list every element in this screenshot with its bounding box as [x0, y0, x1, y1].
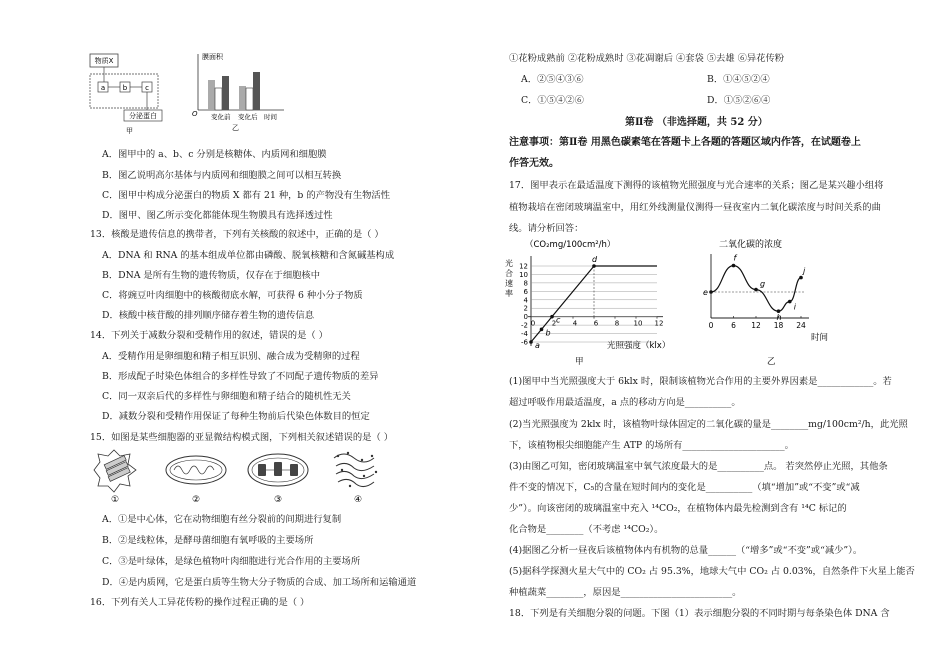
chart-jia-ylabel [505, 258, 513, 298]
jia-point-label-c: c [556, 315, 561, 325]
substance-x-label: 物质X [94, 57, 114, 65]
q16-option-a: A．②⑤④③⑥ [521, 74, 584, 85]
svg-text:速: 速 [505, 279, 513, 288]
jia-point-b [540, 328, 544, 332]
membrane-figure [84, 50, 314, 136]
jia-y-tick: -6 [521, 338, 528, 347]
q12-option-a: A．图甲中的 a、b、c 分别是核糖体、内质网和细胞膜 [102, 149, 327, 160]
yi-x-tick: 24 [796, 321, 806, 330]
q17-stem-line2: 植物栽培在密闭玻璃温室中，用红外线测量仪测得一昼夜室内二氧化碳浓度与时间关系的曲 [509, 202, 881, 213]
q15-option-c: C．③是叶绿体，是绿色植物叶肉细胞进行光合作用的主要场所 [102, 556, 361, 567]
chart-yi-xlabel: 时间 [811, 333, 829, 343]
organelle-label-2: ② [191, 495, 201, 504]
q17-part2-line1: (2)当光照强度为 2klx 时，该植物叶绿体固定的二氧化碳的量是________mg/100cm²/h，此光照 [509, 419, 908, 430]
yi-point-label-i: i [793, 302, 796, 312]
jia-y-tick: 12 [519, 262, 528, 271]
q14-option-b: B．形成配子时染色体组合的多样性导致了不同配子遗传物质的差异 [102, 371, 379, 382]
yi-point-label-h: h [776, 313, 782, 323]
q14-option-a: A．受精作用是卵细胞和精子相互识别、融合成为受精卵的过程 [102, 351, 360, 362]
bar-after-1 [239, 86, 246, 110]
jia-point-label-a: a [535, 341, 540, 350]
yi-after-label: 变化后 [238, 113, 258, 121]
q17-part3-line4: 化合物是________（不考虑 ¹⁴CO₂）。 [509, 524, 664, 535]
yi-x-tick: 0 [708, 321, 714, 330]
jia-y-tick: 10 [519, 270, 528, 279]
q16-stem: 16．下列有关人工异花传粉的操作过程正确的是（ ） [90, 597, 310, 608]
q14-option-c: C．同一双亲后代的多样性与卵细胞和精子结合的随机性无关 [102, 391, 351, 402]
svg-text:率: 率 [505, 289, 513, 298]
jia-x-tick: 6 [593, 319, 599, 328]
jia-point-label-d: d [592, 255, 598, 264]
centrosome-drawing [94, 450, 136, 492]
organelle-b-label: b [122, 84, 128, 92]
q17-part5-line2: 种植蔬菜________，原因是________________________。 [509, 587, 742, 598]
q16-option-c: C．①⑤④②⑥ [521, 95, 584, 106]
organelle-label-1: ① [110, 495, 120, 504]
jia-x-tick: 10 [633, 319, 643, 328]
jia-point-a [529, 340, 533, 344]
yi-point-label-j: j [803, 266, 806, 276]
right-column [475, 0, 950, 671]
q14-stem: 14．下列关于减数分裂和受精作用的叙述，错误的是（ ） [90, 330, 328, 341]
q17-part1-line1: (1)图甲中当光照强度大于 6klx 时，限制该植物光合作用的主要外界因素是____________。若 [509, 376, 892, 387]
jia-x-tick: 2 [551, 319, 557, 328]
jia-point-c [550, 315, 554, 319]
q15-option-d: D．④是内质网，它是蛋白质等生物大分子物质的合成、加工场所和运输通道 [102, 577, 417, 588]
yi-before-label: 变化前 [211, 113, 231, 121]
section-2-notice-line2: 作答无效。 [509, 158, 559, 169]
caption-yi: 乙 [232, 124, 239, 132]
q16-option-d: D．①⑤②⑥④ [707, 95, 771, 106]
jia-y-tick: 2 [523, 304, 528, 313]
er-drawing [334, 452, 377, 487]
yi-origin: O [192, 110, 198, 118]
yi-point-label-f: f [733, 253, 737, 263]
svg-text:合: 合 [505, 269, 513, 278]
q13-stem: 13．核酸是遗传信息的携带者，下列有关核酸的叙述中，正确的是（ ） [90, 229, 384, 240]
jia-x-tick: 0 [530, 319, 536, 328]
q12-option-b: B．图乙说明高尔基体与内质网和细胞膜之间可以相互转换 [102, 170, 342, 181]
jia-x-tick: 8 [614, 319, 620, 328]
q13-option-d: D．核酸中核苷酸的排列顺序储存着生物的遗传信息 [102, 310, 314, 321]
figure-yi [192, 52, 284, 132]
jia-y-tick: 4 [523, 296, 528, 305]
chart-jia-xlabel: 光照强度（klx） [607, 341, 671, 351]
section-2-title: 第Ⅱ卷 （非选择题，共 52 分） [625, 117, 768, 128]
yi-point-j [799, 276, 803, 280]
jia-x-tick: 4 [572, 319, 578, 328]
yi-point-e [709, 290, 713, 294]
yi-point-g [754, 288, 758, 292]
section-2-notice-line1: 注意事项：第Ⅱ卷 用黑色碳素笔在答题卡上各题的答题区域内作答，在试题卷上 [509, 137, 861, 148]
q15-option-a: A．①是中心体，它在动物细胞有丝分裂前的间期进行复制 [102, 514, 342, 525]
organelle-a-label: a [100, 84, 106, 92]
q15-stem: 15．如图是某些细胞器的亚显微结构模式图，下列相关叙述错误的是（ ） [90, 432, 393, 443]
q17-stem-line1: 17．图甲表示在最适温度下测得的该植物光照强度与光合速率的关系；图乙是某兴趣小组将 [509, 180, 884, 191]
q17-stem-line3: 线。请分析回答： [509, 223, 584, 234]
chloroplast-drawing [248, 454, 308, 486]
bar-after-2 [246, 88, 253, 110]
q17-part2-line2: 下，该植物根尖细胞能产生 ATP 的场所有______________________。 [509, 440, 794, 451]
organelle-figure [92, 448, 392, 504]
q17-part3-line2: 件不变的情况下，C₅的含量在短时间内的变化是__________（填“增加”或“不变”或“减 [509, 482, 860, 493]
jia-y-tick: 8 [523, 279, 528, 288]
chart-yi-title: 二氧化碳的浓度 [719, 240, 783, 250]
yi-point-label-e: e [703, 288, 708, 297]
svg-text:光: 光 [505, 259, 513, 268]
jia-y-tick: -4 [521, 330, 528, 339]
yi-point-i [788, 300, 792, 304]
jia-point-label-b: b [545, 328, 551, 338]
jia-y-tick: 0 [523, 313, 528, 322]
figure-jia [90, 54, 162, 135]
q13-option-c: C．将豌豆叶肉细胞中的核酸彻底水解，可获得 6 种小分子物质 [102, 290, 363, 301]
q16-option-b: B．①④⑤②④ [707, 74, 770, 85]
q17-part4: (4)据图乙分析一昼夜后该植物体内有机物的总量______（“增多”或“不变”或“减少”）。 [509, 545, 863, 556]
jia-y-tick: -2 [521, 321, 528, 330]
yi-x-tick: 18 [773, 321, 784, 330]
organelle-c-label: c [145, 84, 149, 92]
q17-part5-line1: (5)据科学探测火星大气中的 CO₂ 占 95.3%，地球大气中 CO₂ 占 0.03%，自然条件下火星上能否 [509, 566, 915, 577]
chart-yi [701, 236, 851, 370]
jia-point-d [592, 264, 596, 268]
yi-point-label-g: g [760, 279, 766, 289]
yi-x-tick: 6 [731, 321, 736, 330]
q18-stem: 18．下列是有关细胞分裂的问题。下图（1）表示细胞分裂的不同时期与每条染色体 DNA 含 [509, 608, 890, 619]
q13-option-a: A．DNA 和 RNA 的基本组成单位都由磷酸、脱氧核糖和含氮碱基构成 [102, 250, 395, 261]
q15-option-b: B．②是线粒体，是酵母菌细胞有氧呼吸的主要场所 [102, 535, 314, 546]
q17-part1-line2: 超过呼吸作用最适温度，a 点的移动方向是__________。 [509, 397, 741, 408]
caption-jia: 甲 [126, 127, 133, 135]
yi-point-f [732, 264, 736, 268]
q13-option-b: B．DNA 是所有生物的遗传物质，仅存在于细胞核中 [102, 270, 321, 281]
organelle-label-3: ③ [273, 495, 283, 504]
chart-yi-caption: 乙 [767, 357, 776, 367]
bar-before-3 [222, 76, 229, 110]
q14-option-d: D．减数分裂和受精作用保证了每种生物前后代染色体数目的恒定 [102, 411, 370, 422]
yi-xlabel: 时间 [264, 113, 277, 121]
q17-part3-line1: (3)由图乙可知，密闭玻璃温室中氧气浓度最大的是__________点。 若突然停止光照，其他条 [509, 461, 888, 472]
yi-x-tick: 12 [751, 321, 761, 330]
bar-before-1 [208, 80, 215, 110]
organelle-label-4: ④ [353, 495, 363, 504]
chart-jia [501, 236, 681, 370]
q17-part3-line3: 少”）。向该密闭的玻璃温室中充入 ¹⁴CO₂，在植物体内最先检测到含有 ¹⁴C 标记的 [509, 503, 847, 514]
yi-ylabel: 膜面积 [202, 53, 223, 61]
q12-option-c: C．图甲中构成分泌蛋白的物质 X 都有 21 种，b 的产物没有生物活性 [102, 190, 391, 201]
q16-steps: ①花粉成熟前 ②花粉成熟时 ③花凋谢后 ④套袋 ⑤去雄 ⑥异花传粉 [509, 53, 785, 64]
mitochondrion-drawing [166, 456, 226, 484]
secretory-protein-label: 分泌蛋白 [129, 112, 157, 120]
jia-y-tick: 6 [523, 287, 528, 296]
chart-jia-title: （CO₂mg/100cm²/h） [525, 240, 616, 250]
bar-after-3 [253, 72, 260, 110]
q12-option-d: D．图甲、图乙所示变化都能体现生物膜具有选择透过性 [102, 210, 333, 221]
chart-jia-caption: 甲 [575, 357, 584, 367]
jia-x-tick: 12 [654, 319, 664, 328]
bar-before-2 [215, 88, 222, 110]
